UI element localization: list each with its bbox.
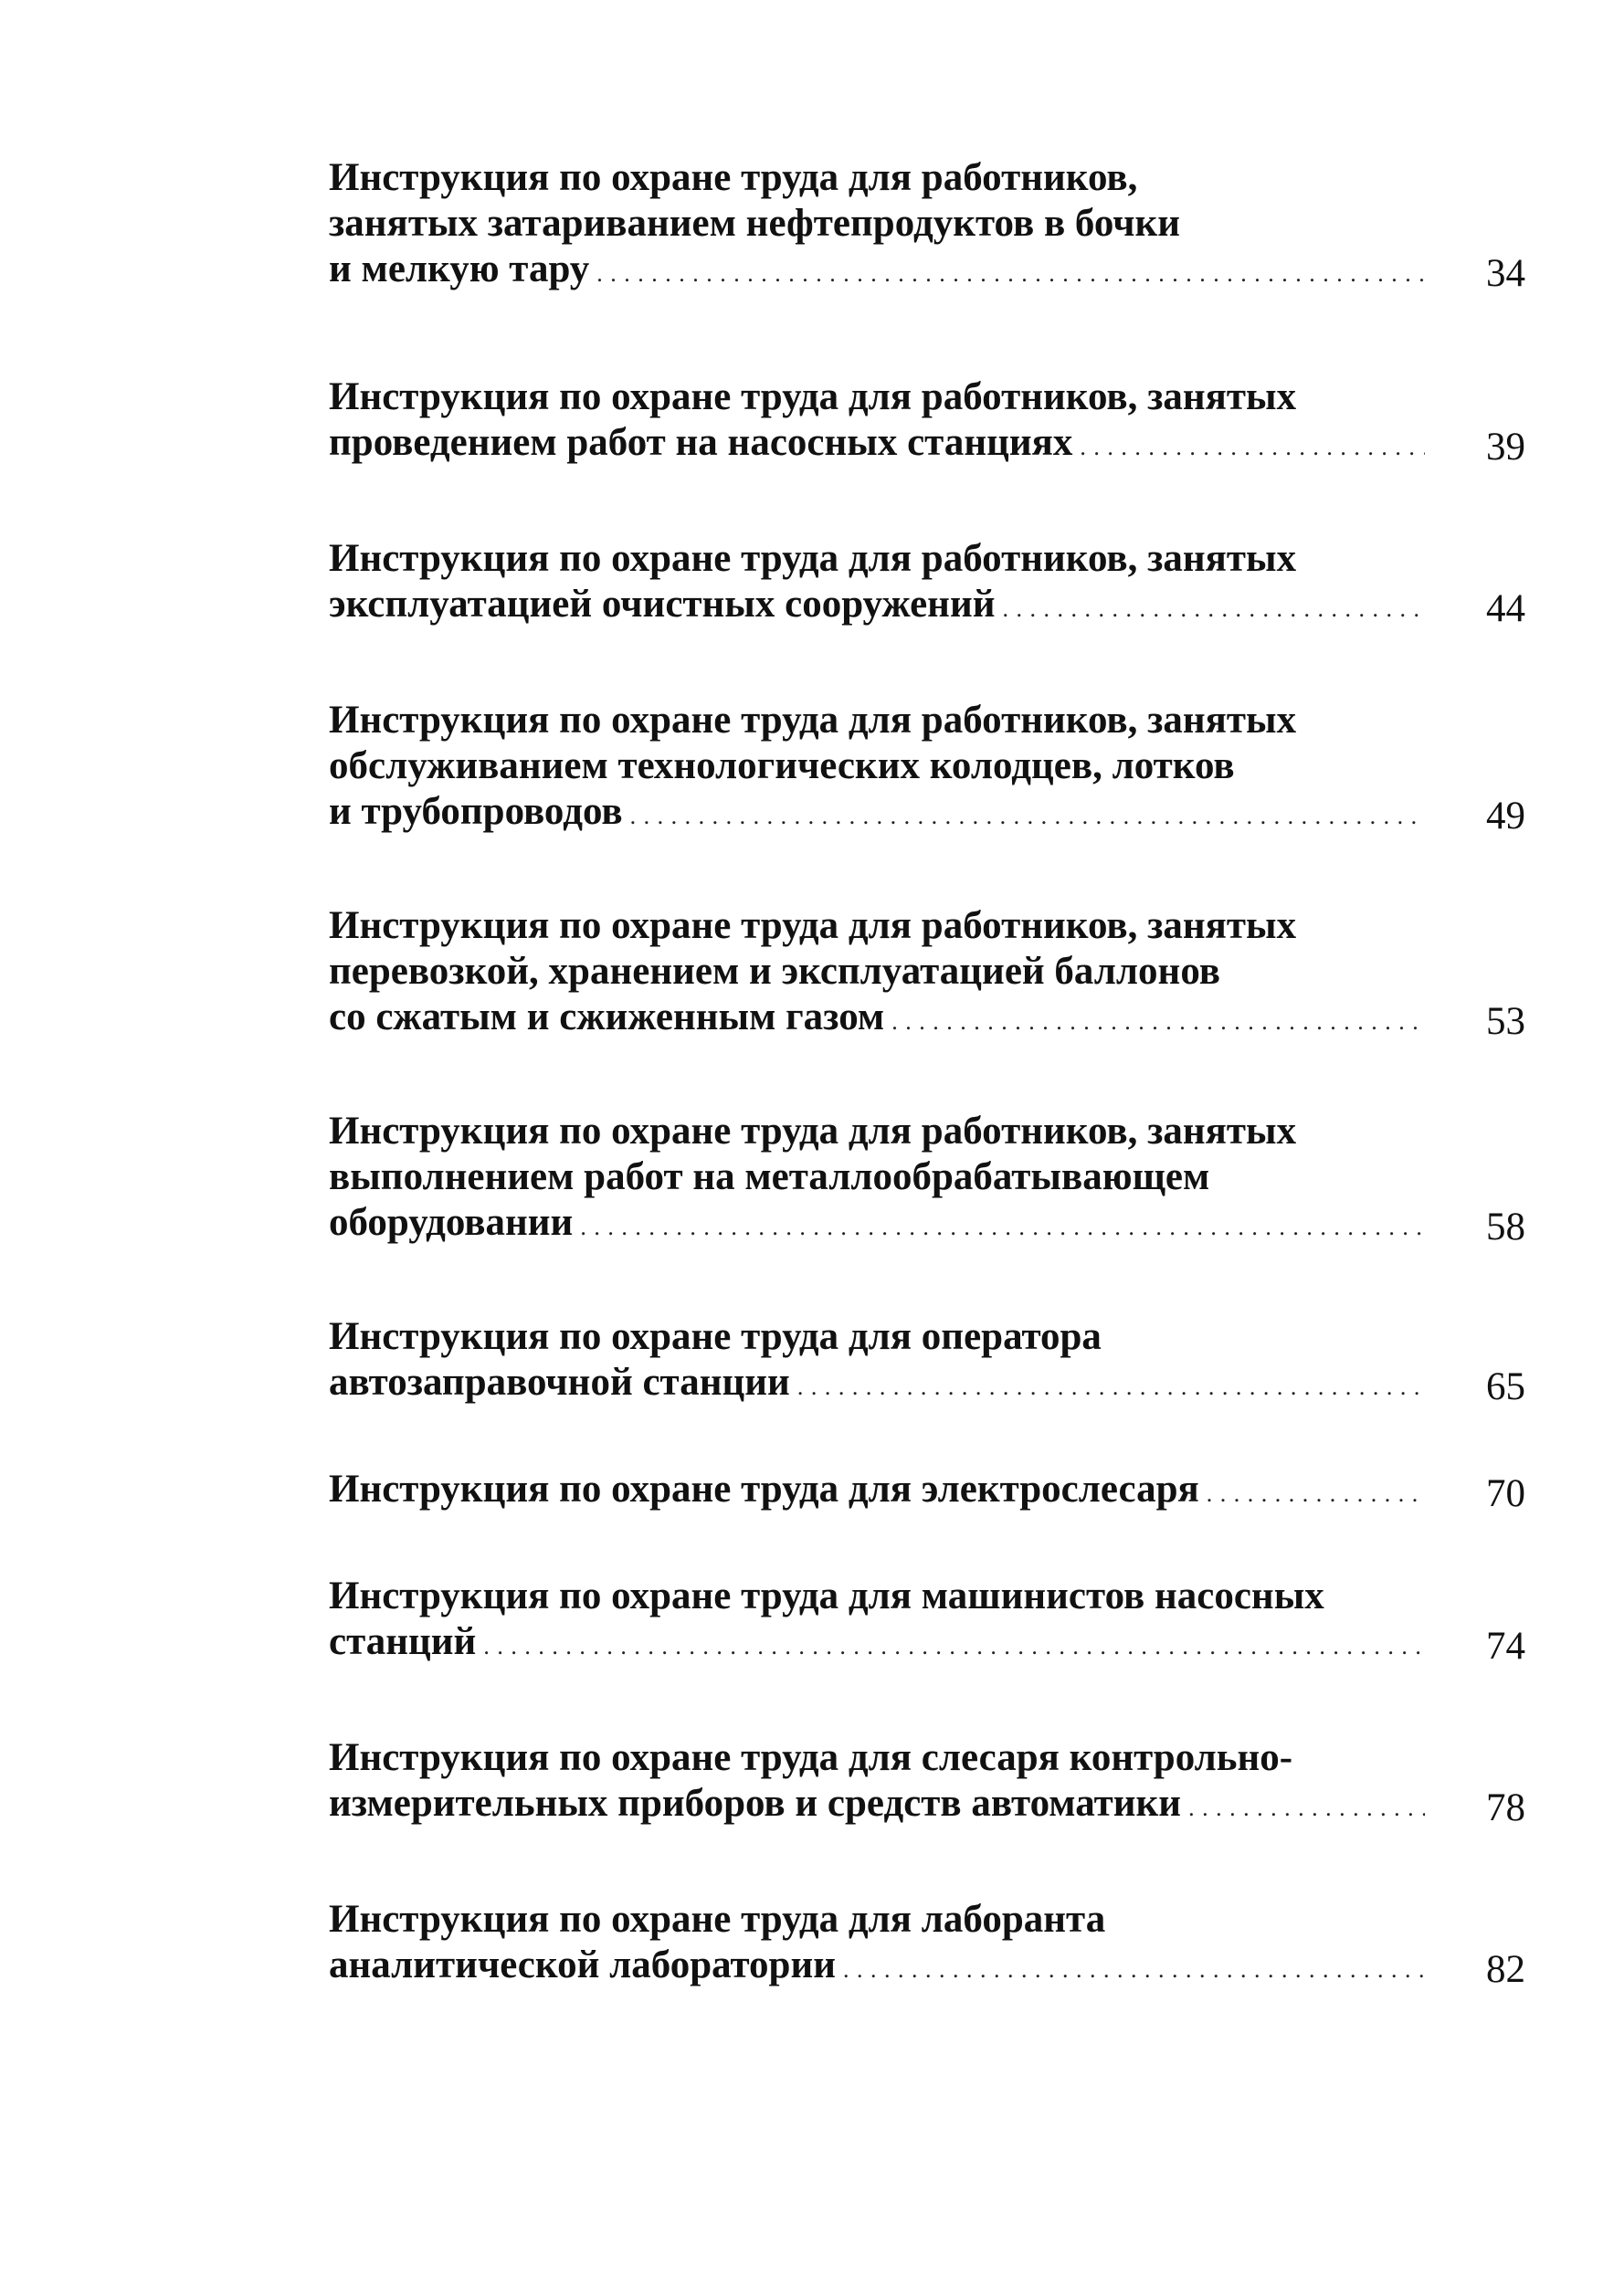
toc-entry [329, 903, 1525, 1045]
dot-leader [843, 1947, 1425, 1993]
dot-leader [1080, 425, 1425, 470]
toc-entry-title-line: занятых затариванием нефтепродуктов в бочки [329, 202, 1181, 245]
toc-entry-title-line: аналитической лаборатории [329, 1944, 837, 1986]
toc-page-number: 82 [1486, 1948, 1525, 1991]
toc-entry [329, 1574, 1525, 1670]
toc-entry-last-line [329, 247, 1425, 297]
dot-leader [596, 251, 1425, 297]
toc-entry-title-line: Инструкция по охране труда для машинистов насосных [329, 1575, 1324, 1617]
dot-leader [1003, 586, 1425, 632]
toc-entry-last-line [329, 1619, 1425, 1670]
table-of-contents [329, 155, 1525, 1993]
toc-page-number: 49 [1486, 795, 1525, 837]
toc-entry-last-line [329, 420, 1425, 470]
toc-entry [329, 1467, 1525, 1517]
toc-entry-last-line [329, 582, 1425, 632]
toc-entry-last-line [329, 1360, 1425, 1410]
toc-page-number: 78 [1486, 1786, 1525, 1829]
toc-entry-title-line: Инструкция по охране труда для работников, занятых [329, 375, 1297, 418]
toc-entry [329, 155, 1525, 297]
toc-entry-title-line: Инструкция по охране труда для работников, [329, 156, 1138, 199]
toc-page-number: 44 [1486, 587, 1525, 630]
dot-leader [797, 1364, 1425, 1410]
toc-entry-last-line [329, 1467, 1425, 1517]
toc-entry [329, 1109, 1525, 1250]
toc-entry-title-line: со сжатым и сжиженным газом [329, 996, 885, 1038]
toc-entry-title-line: оборудовании [329, 1201, 574, 1244]
toc-page-number: 74 [1486, 1625, 1525, 1668]
toc-entry-title-line: и мелкую тару [329, 248, 590, 290]
dot-leader [630, 794, 1425, 839]
toc-page-number: 70 [1486, 1472, 1525, 1515]
toc-entry-last-line [329, 995, 1425, 1045]
dot-leader [891, 999, 1425, 1045]
toc-entry [329, 374, 1525, 470]
toc-entry-title-line: станций [329, 1620, 477, 1663]
toc-entry-title-line: Инструкция по охране труда для лаборанта [329, 1898, 1106, 1941]
toc-entry-title-line: перевозкой, хранением и эксплуатацией баллонов [329, 950, 1220, 993]
toc-entry-last-line [329, 1943, 1425, 1993]
toc-entry-title-line: выполнением работ на металлообрабатывающем [329, 1155, 1210, 1198]
toc-entry [329, 1897, 1525, 1993]
toc-entry-title-line: Инструкция по охране труда для работников, занятых [329, 904, 1297, 947]
toc-entry [329, 1735, 1525, 1831]
toc-entry-title-line: Инструкция по охране труда для работников, занятых [329, 699, 1297, 742]
toc-entry-title-line: Инструкция по охране труда для работников, занятых [329, 537, 1297, 580]
toc-entry [329, 1314, 1525, 1410]
toc-entry-title-line: Инструкция по охране труда для слесаря контрольно- [329, 1736, 1293, 1779]
toc-entry-title-line: эксплуатацией очистных сооружений [329, 583, 996, 626]
toc-entry-title-line: Инструкция по охране труда для работников, занятых [329, 1110, 1297, 1153]
toc-entry-title-line: проведением работ на насосных станциях [329, 421, 1073, 464]
dot-leader [483, 1624, 1425, 1670]
toc-page-number: 34 [1486, 252, 1525, 295]
dot-leader [1207, 1471, 1425, 1517]
toc-entry [329, 698, 1525, 839]
toc-entry-last-line [329, 1200, 1425, 1250]
toc-entry-title-line: автозаправочной станции [329, 1361, 790, 1404]
toc-entry-last-line [329, 1781, 1425, 1831]
toc-entry-title-line: и трубопроводов [329, 790, 623, 833]
toc-page-number: 39 [1486, 426, 1525, 469]
toc-entry-title-line: Инструкция по охране труда для оператора [329, 1315, 1102, 1358]
toc-page-number: 65 [1486, 1365, 1525, 1408]
toc-entry [329, 536, 1525, 632]
toc-entry-title-line: обслуживанием технологических колодцев, лотков [329, 744, 1235, 787]
toc-entry-title-line: Инструкция по охране труда для электрослесаря [329, 1468, 1199, 1511]
dot-leader [1188, 1786, 1425, 1831]
toc-entry-last-line [329, 789, 1425, 839]
toc-page-number: 58 [1486, 1206, 1525, 1248]
toc-page-number: 53 [1486, 1000, 1525, 1043]
dot-leader [580, 1205, 1425, 1250]
toc-entry-title-line: измерительных приборов и средств автоматики [329, 1782, 1182, 1825]
